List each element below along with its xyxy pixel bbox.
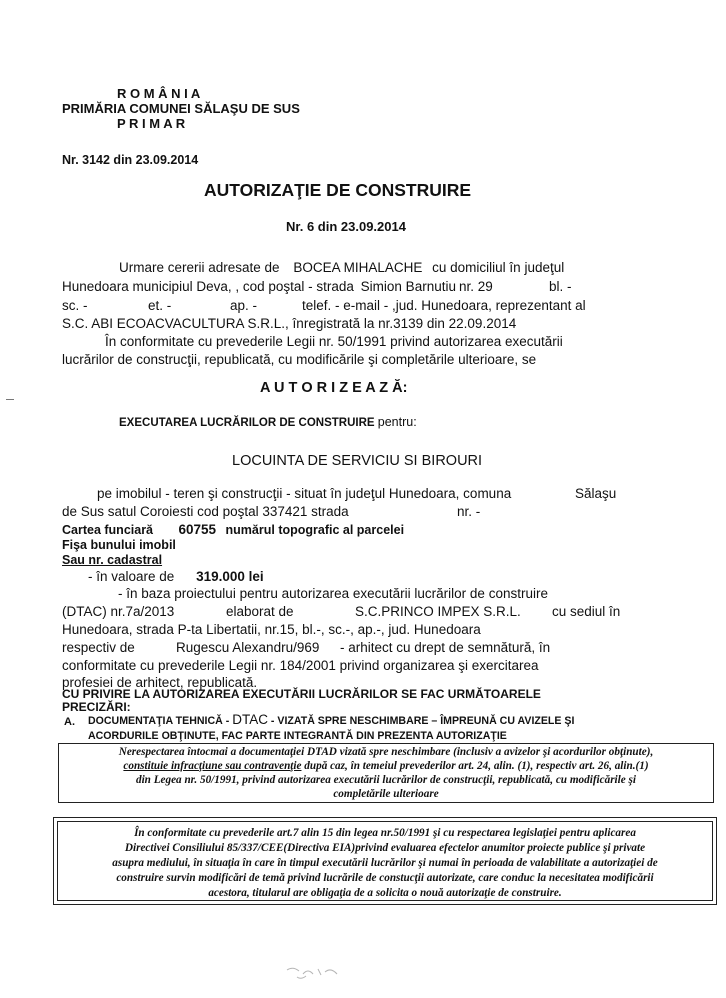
notice-1-line-4: completările ulterioare [333, 788, 439, 800]
project-basis-profession: profesiei de arhitect, republicată. [62, 675, 258, 690]
project-basis-elaborated: elaborat de [226, 604, 294, 619]
execution-for: pentru: [377, 415, 417, 429]
project-basis-dtac: (DTAC) nr.7a/2013 [62, 604, 175, 619]
property-commune: Sălaşu [575, 486, 617, 501]
land-registry-number: 60755 [178, 522, 217, 537]
notice-2-line-2: Directivei Consiliului 85/337/CEE(Directiva EIA)privind evaluarea efectelor anumitor proiecte publice şi private [124, 842, 646, 854]
request-line-2 [62, 279, 456, 294]
authorizes-heading: A U T O R I Z E A Z Ă: [260, 380, 408, 396]
section-a-marker: A. [64, 716, 75, 728]
specifications-heading-1: CU PRIVIRE LA AUTORIZAREA EXECUTĂRII LUCRĂRILOR SE FAC URMĂTOARELE [62, 687, 541, 701]
request-line-1 [119, 260, 564, 275]
request-company: S.C. ABI ECOACVACULTURA S.R.L., înregistrată la nr.3139 din 22.09.2014 [62, 316, 517, 331]
street-name: Simion Barnutiu [360, 279, 456, 294]
request-address: Hunedoara municipiul Deva, , cod poştal - strada [62, 279, 354, 294]
property-value-label: - în valoare de [88, 569, 175, 584]
notice-2-line-4: construire survin modificări de temă privind lucrările de constucţii autorizate, care conduc la necesitatea modificării [116, 872, 654, 884]
technical-documentation-rest: - VIZATĂ SPRE NESCHIMBARE – ÎMPREUNĂ CU AVIZELE ŞI [270, 715, 575, 727]
technical-documentation-label: DOCUMENTAŢIA TEHNICĂ - [88, 715, 230, 727]
request-block: bl. - [549, 279, 572, 294]
property-value-line [88, 569, 264, 584]
land-registry-line [62, 522, 404, 537]
document-title: AUTORIZAŢIE DE CONSTRUIRE [204, 180, 472, 200]
architect-name: Rugescu Alexandru/969 [176, 640, 320, 655]
request-apartment: ap. - [230, 298, 258, 313]
request-contact: telef. - e-mail - ,jud. Hunedoara, reprezentant al [302, 298, 586, 313]
authorization-number: Nr. 6 din 23.09.2014 [286, 219, 406, 234]
notice-2-line-5: acestora, titularul are obligaţia de a solicita o nouă autorizaţie de construire. [208, 887, 562, 899]
request-street-number: nr. 29 [459, 279, 493, 294]
cadastral-number: Sau nr. cadastral [62, 553, 163, 567]
property-line-1: pe imobilul - teren şi construcţii - situat în judeţul Hunedoara, comuna [97, 486, 512, 501]
project-basis-company: S.C.PRINCO IMPEX S.R.L. [355, 604, 521, 619]
registration-number: Nr. 3142 din 23.09.2014 [62, 153, 199, 167]
notice-2-line-1: În conformitate cu prevederile art.7 alin 15 din legea nr.50/1991 şi cu respectarea legislaţiei pentru aplicarea [134, 827, 636, 839]
execution-label: EXECUTAREA LUCRĂRILOR DE CONSTRUIRE [119, 417, 375, 429]
request-domicile: cu domiciliul în judeţul [432, 260, 565, 275]
project-basis-respectively: respectiv de [62, 640, 135, 655]
country-heading: R O M Â N I A [117, 86, 201, 101]
specifications-heading-2: PRECIZĂRI: [62, 700, 131, 714]
architect-role: - arhitect cu drept de semnătură, în [340, 640, 551, 655]
legal-basis-line-1: În conformitate cu prevederile Legii nr. 50/1991 privind autorizarea executării [105, 334, 563, 349]
request-staircase: sc. - [62, 298, 88, 313]
scan-mark-left [6, 399, 14, 400]
request-floor: et. - [148, 298, 172, 313]
notice-1-offense: constituie infracţiune sau contravenţie [123, 760, 302, 772]
dtac-label: DTAC [232, 712, 268, 727]
land-registry-label: Cartea funciară [62, 523, 154, 537]
project-basis-law: conformitate cu prevederile Legii nr. 184/2001 privind organizarea şi exercitarea [62, 658, 539, 673]
property-line-2: de Sus satul Coroiesti cod poştal 337421 strada [62, 504, 349, 519]
notice-1-line-2-rest: după caz, în temeiul prevederilor art. 24, alin. (1), respectiv art. 26, alin.(1) [301, 760, 649, 772]
project-basis-line-1: - în baza proiectului pentru autorizarea executării lucrărilor de construire [118, 586, 548, 601]
notice-box-2-inner [57, 821, 713, 901]
notice-1-line-3: din Legea nr. 50/1991, privind autorizarea executării lucrărilor de construcţii, republicată, cu modificările şi [135, 774, 637, 786]
applicant-name: BOCEA MIHALACHE [293, 260, 423, 275]
project-name: LOCUINTA DE SERVICIU SI BIROURI [232, 453, 483, 469]
project-basis-seat: cu sediul în [552, 604, 621, 619]
execution-line [119, 415, 417, 429]
topographic-number-label: numărul topografic al parcelei [225, 523, 405, 537]
scan-smudge [285, 962, 345, 982]
notice-box-2 [53, 817, 717, 905]
notice-box-1 [58, 743, 714, 803]
property-sheet: Fişa bunului imobil [62, 538, 176, 552]
property-street-number: nr. - [457, 504, 481, 519]
notice-1-line-2 [59, 760, 713, 772]
section-a-line-2: ACORDURILE OBŢINUTE, FAC PARTE INTEGRANTĂ DIN PREZENTA AUTORIZAŢIE [88, 730, 507, 742]
institution-heading: PRIMĂRIA COMUNEI SĂLAŞU DE SUS [62, 101, 300, 116]
section-a-line-1 [88, 712, 574, 727]
request-intro: Urmare cererii adresate de [119, 260, 280, 275]
project-basis-address: Hunedoara, strada P-ta Libertatii, nr.15, bl.-, sc.-, ap.-, jud. Hunedoara [62, 622, 481, 637]
property-value: 319.000 lei [196, 569, 264, 584]
notice-1-line-1: Nerespectarea întocmai a documentaţiei DTAD vizată spre neschimbare (inclusiv a avizelor şi acordurilor obţinute), [118, 746, 654, 758]
office-heading: P R I M A R [117, 116, 186, 131]
legal-basis-line-2: lucrărilor de construcţii, republicată, cu modificările şi completările ulterioare, se [62, 352, 537, 367]
notice-2-line-3: asupra mediului, în situaţia în care în timpul executării lucrărilor şi numai în perioada de valabilitate a autorizaţiei de [112, 857, 658, 869]
